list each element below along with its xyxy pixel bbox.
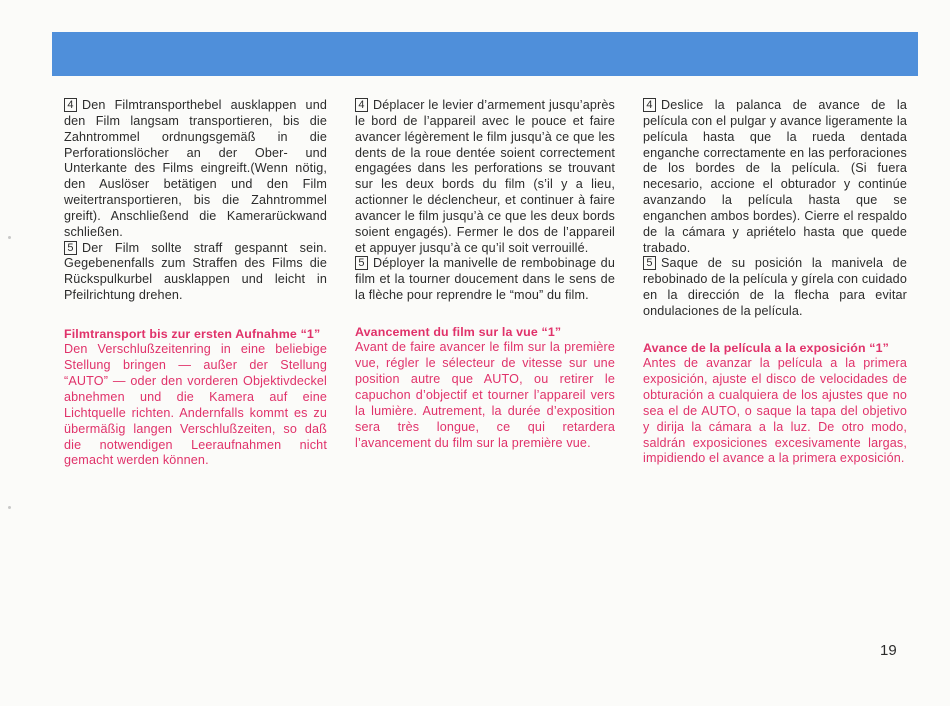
column-german (64, 98, 327, 469)
step-4-text: Deslice la palanca de avance de la película con el pulgar y avance ligeramente la película hasta que la rueda dentada enganche correctamente en las perforaciones de los bordes de la película. (Si fuera necesario, accione el obturador y continúe avanzando la película hasta que se enganchen ambos bordes). Cierre el respaldo de la cámara y apriételo hasta que quede trabado. (643, 98, 907, 255)
step-5-paragraph (64, 241, 327, 304)
page-number: 19 (880, 642, 897, 659)
step-5-number-box: 5 (643, 256, 656, 270)
step-4-number-box: 4 (643, 98, 656, 112)
step-4-text: Den Filmtransporthebel ausklappen und den Film langsam transportieren, bis die Zahntrommel ordnungsgemäß in die Perforationslöcher an der Ober- und Unterkante des Films eingreift.(Wenn nötig, den Auslöser betätigen und den Film weitertransportieren, bis die Zahntrommel greift). Anschließend die Kamerarückwand schließen. (64, 98, 327, 239)
section-heading: Avance de la película a la exposición “1” (643, 340, 890, 355)
header-color-band (52, 32, 918, 76)
step-4-paragraph (64, 98, 327, 241)
step-5-text: Saque de su posición la manivela de rebobinado de la película y gírela con cuidado en la dirección de la flecha para evitar ondulaciones de la película. (643, 256, 907, 318)
step-5-text: Déployer la manivelle de rembobinage du film et la tourner doucement dans le sens de la flèche pour reprendre le “mou” du film. (355, 256, 615, 303)
section-text: Den Verschlußzeitenring in eine beliebige Stellung bringen — außer der Stellung “AUTO” — oder den vorderen Objektivdeckel abnehmen und die Kamera auf eine Lichtquelle richten. Andernfalls kommt es zu übermäßig langen Verschlußzeiten, so daß die notwendigen Leeraufnahmen nicht gemacht werden können. (64, 342, 327, 468)
section-heading: Avancement du film sur la vue “1” (355, 324, 562, 339)
margin-mark (8, 506, 11, 509)
step-4-number-box: 4 (355, 98, 368, 112)
step-5-text: Der Film sollte straff gespannt sein. Gegebenenfalls zum Straffen des Films die Rückspulkurbel ausklappen und leicht in Pfeilrichtung drehen. (64, 240, 327, 303)
section-heading: Filmtransport bis zur ersten Aufnahme “1” (64, 326, 321, 341)
step-4-paragraph (355, 98, 615, 256)
step-4-paragraph (643, 98, 907, 256)
section-text: Antes de avanzar la película a la primera exposición, ajuste el disco de velocidades de obturación a cualquiera de los ajustes que no sea el de AUTO, o saque la tapa del objetivo y dirija la cámara a la luz. De otro modo, saldrán exposiciones excesivamente largas, impidiendo el avance a la primera exposición. (643, 356, 907, 466)
step-4-number-box: 4 (64, 98, 77, 112)
margin-mark (8, 236, 11, 239)
step-5-paragraph (643, 256, 907, 319)
column-french (355, 98, 615, 451)
column-spanish (643, 98, 907, 467)
step-4-text: Déplacer le levier d’armement jusqu’après le bord de l’appareil avec le pouce et faire avancer légèrement le film jusqu’à ce que les dents de la roue dentée soient correctement engagées dans les perforations se trouvant sur les deux bords du film (s’il y a lieu, actionner le déclencheur, et continuer à faire avancer le film jusqu’à ce que les deux bords soient engagés). Fermer le dos de l’appareil et appuyer jusqu’à ce qu’il soit verrouillé. (355, 98, 615, 255)
step-5-number-box: 5 (64, 241, 77, 255)
section-text: Avant de faire avancer le film sur la première vue, régler le sélecteur de vitesse sur une position autre que AUTO, ou retirer le capuchon d’objectif et tourner l’appareil vers la lumière. Autrement, la durée d’exposition sera très longue, ce qui retardera l’avancement du film sur la première vue. (355, 340, 615, 450)
step-5-paragraph (355, 256, 615, 304)
step-5-number-box: 5 (355, 256, 368, 270)
